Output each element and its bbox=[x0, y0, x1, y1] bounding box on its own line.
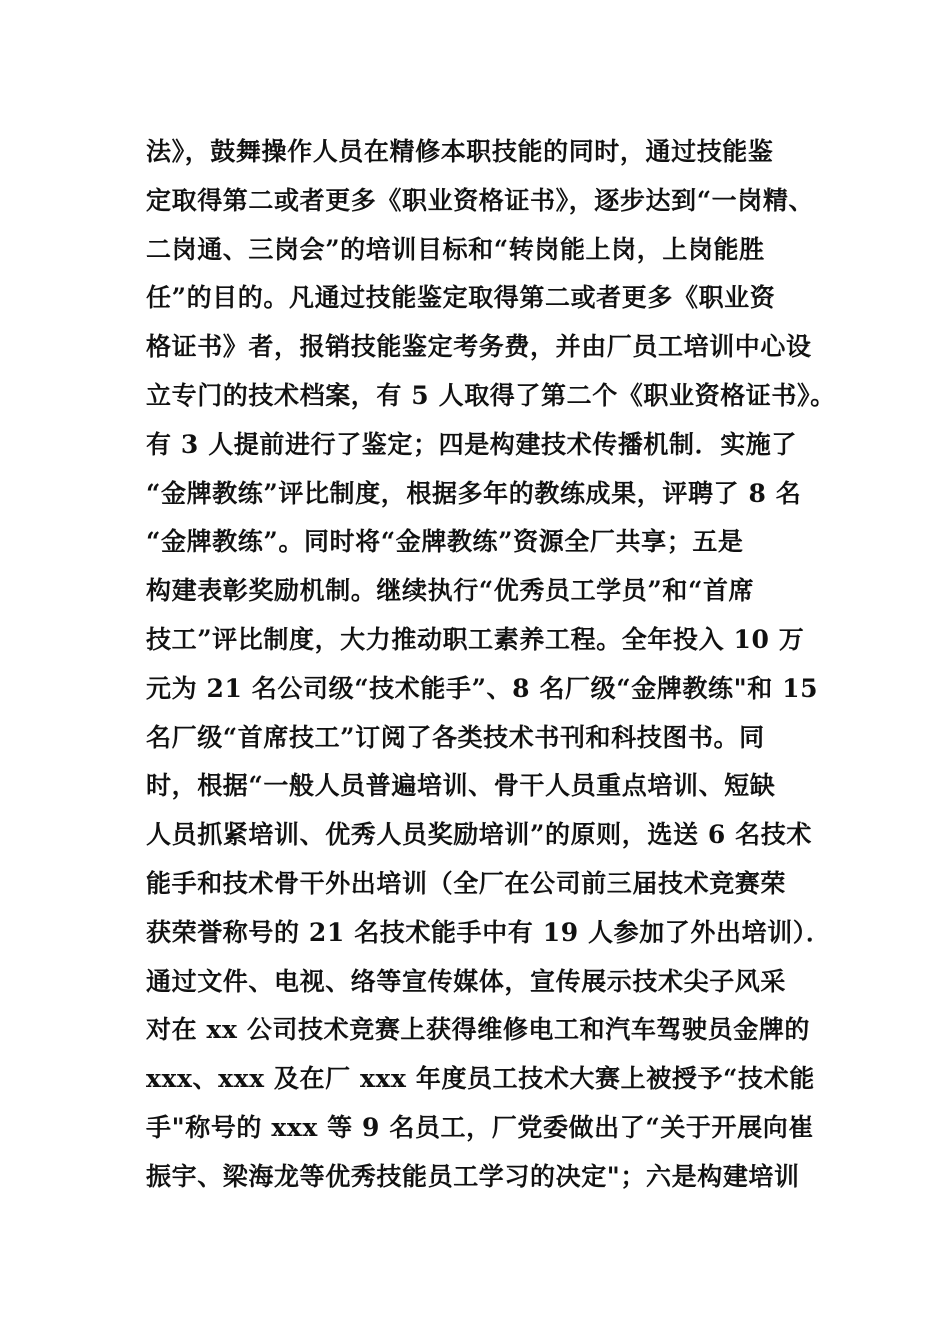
text-line: 定取得第二或者更多《职业资格证书》，逐步达到“一岗精、 bbox=[146, 185, 815, 215]
body-text bbox=[146, 128, 836, 1202]
text-line: 有 3 人提前进行了鉴定；四是构建技术传播机制．实施了 bbox=[146, 429, 798, 459]
text-line: 通过文件、电视、络等宣传媒体，宣传展示技术尖子风采 bbox=[146, 966, 787, 996]
text-line: 手"称号的 xxx 等 9 名员工，厂党委做出了“关于开展向崔 bbox=[146, 1112, 814, 1142]
text-line: 能手和技术骨干外出培训（全厂在公司前三届技术竞赛荣 bbox=[146, 868, 787, 898]
text-line: 人员抓紧培训、优秀人员奖励培训”的原则，选送 6 名技术 bbox=[146, 820, 812, 850]
text-line: 立专门的技术档案，有 5 人取得了第二个《职业资格证书》。 bbox=[146, 380, 836, 410]
text-line: 法》，鼓舞操作人员在精修本职技能的同时，通过技能鉴 bbox=[146, 137, 774, 166]
text-line: 名厂级“首席技工”订阅了各类技术书刊和科技图书。同 bbox=[146, 722, 765, 752]
text-line: 任”的目的。凡通过技能鉴定取得第二或者更多《职业资 bbox=[146, 283, 776, 313]
text-line: “金牌教练”。同时将“金牌教练”资源全厂共享；五是 bbox=[146, 527, 744, 557]
text-line: 格证书》者，报销技能鉴定考务费，并由厂员工培训中心设 bbox=[146, 332, 812, 362]
text-line: xxx、xxx 及在厂 xxx 年度员工技术大赛上被授予“技术能 bbox=[146, 1064, 815, 1094]
text-line: 振宇、梁海龙等优秀技能员工学习的决定"；六是构建培训 bbox=[146, 1161, 800, 1191]
text-line: “金牌教练”评比制度，根据多年的教练成果，评聘了 8 名 bbox=[146, 478, 802, 508]
text-line: 二岗通、三岗会”的培训目标和“转岗能上岗，上岗能胜 bbox=[146, 234, 765, 264]
text-line: 时，根据“一般人员普遍培训、骨干人员重点培训、短缺 bbox=[146, 771, 776, 801]
text-line: 获荣誉称号的 21 名技术能手中有 19 人参加了外出培训）． bbox=[146, 917, 832, 947]
text-line: 对在 xx 公司技术竞赛上获得维修电工和汽车驾驶员金牌的 bbox=[146, 1015, 811, 1045]
text-line: 构建表彰奖励机制。继续执行“优秀员工学员”和“首席 bbox=[146, 576, 755, 606]
text-line: 技工”评比制度，大力推动职工素养工程。全年投入 10 万 bbox=[146, 624, 805, 654]
text-line: 元为 21 名公司级“技术能手”、8 名厂级“金牌教练"和 15 bbox=[146, 673, 819, 703]
